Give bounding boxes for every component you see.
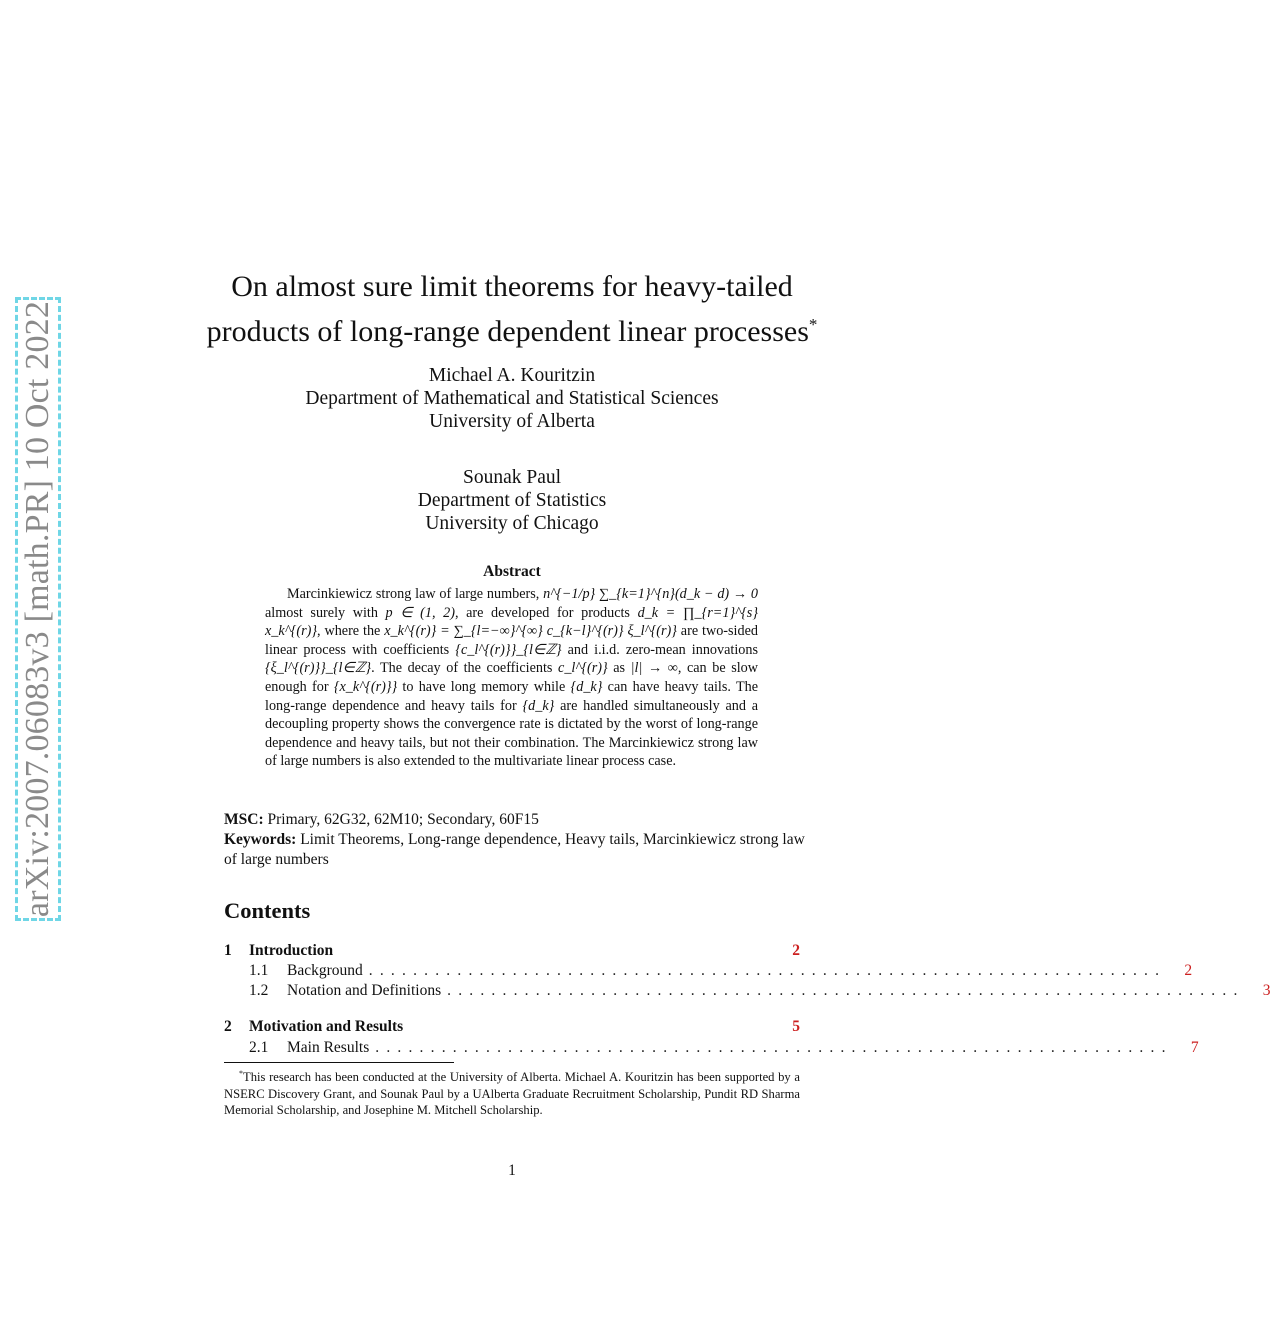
toc-leader-dots: ........................................................................: [447, 982, 1245, 999]
abstract-text: , are developed for products: [454, 604, 638, 621]
abstract-text: can have heavy tails. The long-range dependence and heavy tails for: [265, 678, 759, 714]
toc-page-link[interactable]: 3: [1262, 982, 1271, 999]
title-line-2-text: products of long-range dependent linear processes: [206, 315, 809, 348]
abstract-heading: Abstract: [483, 563, 541, 580]
toc-label[interactable]: Background: [287, 962, 363, 979]
abstract-text: are handled simultaneously and a decoupling property shows the convergence rate is dictated by the worst of long-range dependence and heavy tails, but not their combination. The Marcinkiewicz strong law of large numbers is also extended to the multivariate linear process case.: [265, 697, 758, 770]
author-paul: [200, 466, 824, 535]
abstract-text: are two-sided linear process with coefficients: [265, 623, 758, 658]
toc-page-link[interactable]: 2: [792, 942, 800, 959]
page-number: 1: [508, 1162, 516, 1179]
author-department: Department of Mathematical and Statistical Sciences: [305, 388, 719, 409]
arxiv-identifier[interactable]: arXiv:2007.06083v3 [math.PR] 10 Oct 2022: [19, 300, 56, 918]
abstract-text: as: [607, 660, 631, 677]
toc-page-link[interactable]: 2: [1184, 962, 1193, 979]
footnote-divider: [224, 1062, 454, 1063]
toc-label[interactable]: Motivation and Results: [249, 1018, 404, 1035]
abstract-math: p ∈ (1, 2): [385, 604, 455, 621]
abstract-math: {ξ_l^{(r)}}_{l∈ℤ}: [265, 660, 372, 677]
toc-number: 1: [224, 942, 232, 959]
keywords-label: Keywords:: [224, 831, 297, 848]
abstract-text: , where the: [317, 623, 385, 640]
toc-page-link[interactable]: 7: [1190, 1039, 1199, 1056]
title-line-2: [200, 306, 824, 351]
toc-leader-dots: ........................................................................: [368, 962, 1167, 979]
toc-entry-main-results[interactable]: [224, 1038, 1199, 1058]
author-name: Michael A. Kouritzin: [428, 365, 596, 386]
toc-label[interactable]: Main Results: [287, 1039, 370, 1056]
author-department: Department of Statistics: [417, 490, 607, 511]
keywords-line: [224, 830, 816, 870]
toc-label[interactable]: Notation and Definitions: [287, 982, 442, 999]
toc-entry-notation[interactable]: [224, 981, 1271, 1001]
abstract-math: d_k = ∏_{r=1}^{s} x_k^{(r)}: [265, 604, 758, 640]
abstract-text: and i.i.d. zero-mean innovations: [561, 641, 759, 658]
abstract-math: n^{−1/p} ∑_{k=1}^{n}(d_k − d) → 0: [543, 586, 758, 602]
abstract-text: , can be slow enough for: [265, 660, 758, 695]
keywords-text: Limit Theorems, Long-range dependence, Heavy tails, Marcinkiewicz strong law of large numbers: [224, 831, 805, 868]
abstract-text: almost surely with: [265, 604, 386, 621]
toc-number: 1.2: [249, 982, 269, 999]
toc-entry-introduction[interactable]: [224, 941, 800, 961]
footnote-text: This research has been conducted at the University of Alberta. Michael A. Kouritzin has been supported by a NSERC Discovery Grant, and Sounak Paul by a UAlberta Graduate Recruitment Scholarship, Pundit RD Sharma Memorial Scholarship, and Josephine M. Mitchell Scholarship.: [224, 1070, 800, 1118]
author-institution: University of Alberta: [429, 411, 595, 432]
toc-label[interactable]: Introduction: [249, 942, 334, 959]
abstract-math: x_k^{(r)} = ∑_{l=−∞}^{∞} c_{k−l}^{(r)} ξ_l^{(r)}: [384, 623, 677, 640]
paper-title: [200, 268, 824, 351]
abstract-text: . The decay of the coefficients: [371, 660, 559, 677]
toc-leader-dots: ........................................................................: [375, 1039, 1173, 1056]
author-institution: University of Chicago: [425, 513, 599, 534]
toc-number: 2: [224, 1018, 232, 1035]
abstract-math: {c_l^{(r)}}_{l∈ℤ}: [455, 641, 562, 658]
contents-heading: Contents: [224, 898, 311, 923]
toc-number: 2.1: [249, 1039, 269, 1056]
toc-number: 1.1: [249, 962, 269, 979]
author-kouritzin: [200, 364, 824, 433]
author-name: Sounak Paul: [462, 467, 562, 488]
funding-footnote: [224, 1066, 800, 1119]
abstract-math: |l| → ∞: [630, 660, 678, 677]
footnote-mark: *: [239, 1069, 243, 1078]
title-line-1: On almost sure limit theorems for heavy-tailed: [231, 270, 793, 303]
abstract-text: Marcinkiewicz strong law of large numbers,: [287, 586, 544, 602]
toc-entry-background[interactable]: [224, 961, 1193, 981]
abstract-text: to have long memory while: [397, 678, 571, 695]
msc-line: [224, 810, 814, 830]
abstract-math: c_l^{(r)}: [558, 660, 608, 677]
title-footnote-mark[interactable]: *: [808, 315, 818, 334]
abstract-body: [265, 585, 758, 771]
toc-page-link[interactable]: 5: [792, 1018, 800, 1035]
abstract-math: {x_k^{(r)}}: [333, 678, 398, 695]
abstract-math: {d_k}: [570, 678, 603, 695]
msc-codes: Primary, 62G32, 62M10; Secondary, 60F15: [263, 811, 539, 828]
abstract-math: {d_k}: [522, 697, 555, 714]
toc-entry-motivation[interactable]: [224, 1017, 800, 1037]
msc-label: MSC:: [224, 811, 264, 828]
